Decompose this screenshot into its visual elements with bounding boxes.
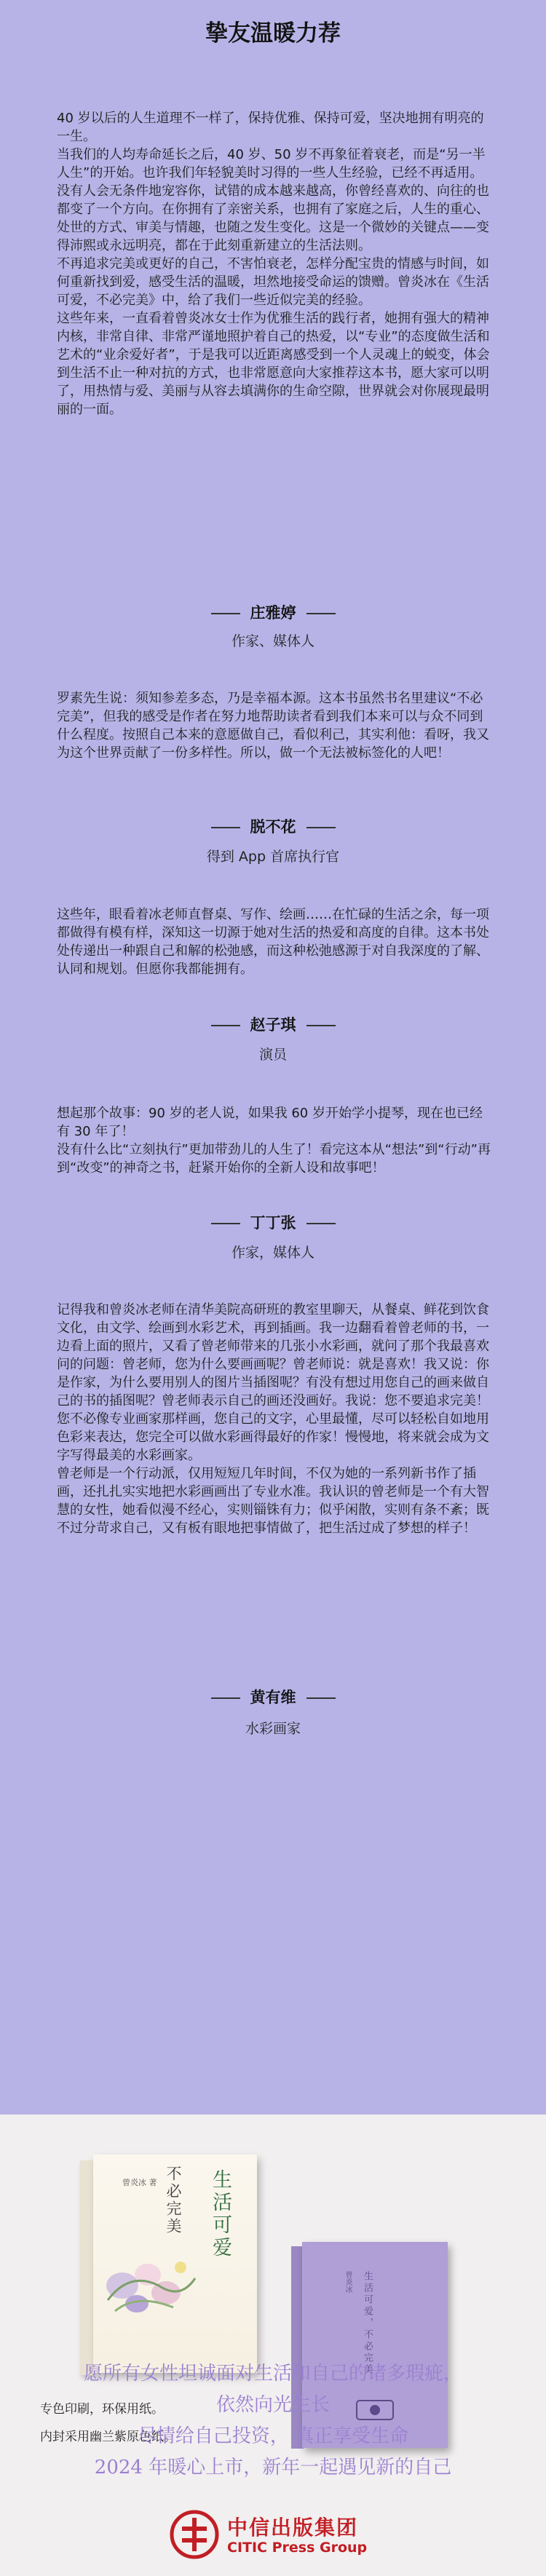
recommendation-paragraph: 不再追求完美或更好的自己，不害怕衰老，怎样分配宝贵的情感与时间，如何重新找到爱，感受生活的温暖，坦然地接受命运的馈赠。曾炎冰在《生活可爱，不必完美》中，给了我们一些近似完美的经验。	[57, 256, 489, 308]
slogan-line-4: 2024 年暖心上市，新年一起遇见新的自己	[94, 2457, 452, 2478]
recommendation-paragraph: 罗素先生说：须知参差多态，乃是幸福本源。这本书虽然书名里建议“不必完美”，但我的感受是作者在努力地帮助读者看到我们本来可以与众不同到什么程度。按照自己本来的意愿做自己，看似利己，其实利他：看呀，我又为这个世界贡献了一份多样性。所以，做一个无法被标签化的人吧！	[57, 691, 489, 761]
author-name: 黄有维	[201, 1689, 346, 1706]
book-left-title: 生活可爱	[209, 2169, 232, 2259]
recommendation-paragraph: 这些年，眼看着冰老师直督桌、写作、绘画……在忙碌的生活之余，每一项都做得有模有样，深知这一切源于她对生活的热爱和高度的自律。这本书处处传递出一种跟自己和解的松弛感，而这种松弛感源于对自我深度的了解、认同和规划。但愿你我都能拥有。	[57, 907, 489, 977]
author-row-3	[0, 1013, 546, 1035]
author-name: 脱不花	[201, 818, 346, 836]
recommendation-1	[57, 109, 494, 419]
author-row-5	[0, 1686, 546, 1708]
book-left-spine	[80, 2160, 95, 2375]
recommendation-paragraph: 这些年来，一直看着曾炎冰女士作为优雅生活的践行者，她拥有强大的精神内核，非常自律、非常严谨地照护着自己的热爱，以“专业”的态度做生活和艺术的“业余爱好者”，于是我可以近距离感受到一个人灵魂上的蜕变，体会到生活不止一种对抗的方式，也非常愿意向大家推荐这本书，愿大家可以明了，用热情与爱、美丽与从容去填满你的生命空隙，世界就会对你展现最明丽的一面。	[57, 311, 490, 417]
slogan-line-2: 依然向光生长	[215, 2394, 330, 2416]
author-role: 演员	[258, 1047, 287, 1063]
book-right-author: 曾炎冰	[344, 2271, 352, 2293]
author-role: 作家，媒体人	[231, 1245, 314, 1261]
recommendation-5	[57, 1301, 494, 1537]
recommendation-2	[57, 689, 494, 762]
book-left-author: 曾炎冰 著	[122, 2178, 157, 2187]
publisher-name-en: CITIC Press Group	[227, 2540, 368, 2556]
publisher-logo	[169, 2509, 387, 2560]
slogan-line-3: 尽情给自己投资， 真正享受生命	[137, 2425, 409, 2447]
recommendation-paragraph: 没有什么比“立刻执行”更加带劲儿的人生了！看完这本从“想法”到“行动”再到“改变”的神奇之书，赶紧开始你的全新人设和故事吧！	[57, 1142, 491, 1176]
book-cover-right	[302, 2242, 448, 2448]
page-title: 挚友温暖力荐	[205, 20, 341, 47]
book-right-title: 生活可爱，不必完美	[362, 2271, 373, 2376]
author-name: 赵子琪	[201, 1016, 346, 1034]
publisher-name-cn: 中信出版集团	[227, 2516, 359, 2540]
recommendation-paragraph: 想起那个故事：90 岁的老人说，如果我 60 岁开始学小提琴，现在也已经有 30 年了！	[57, 1106, 483, 1139]
author-row-1	[0, 601, 546, 623]
slogan-line-1: 愿所有女性坦诚面对生活和自己的诸多瑕疵，	[83, 2363, 462, 2385]
author-role: 水彩画家	[245, 1721, 301, 1737]
recommendation-paragraph: 40 岁以后的人生道理不一样了，保持优雅、保持可爱，坚决地拥有明亮的一生。	[57, 111, 484, 144]
book-cover-left	[93, 2155, 257, 2373]
recommendation-3	[57, 905, 494, 978]
author-name: 庄雅婷	[201, 604, 346, 622]
package-note: 专色印刷，环保用纸。	[40, 2402, 164, 2417]
floral-illustration-icon	[93, 2242, 202, 2322]
recommendation-paragraph: 曾老师是一个行动派，仅用短短几年时间，不仅为她的一系列新书作了插画，还扎扎实实地把水彩画画出了专业水准。我认识的曾老师是一个有大智慧的女性，她看似漫不经心，实则锱铢有力；似乎闲散，实则有条不紊；既不过分苛求自己，又有板有眼地把事情做了，把生活过成了梦想的样子！	[57, 1466, 489, 1536]
author-name: 丁丁张	[201, 1214, 346, 1232]
author-role: 得到 App 首席执行官	[206, 849, 340, 865]
citic-logo-icon	[169, 2509, 220, 2560]
author-row-2	[0, 815, 546, 837]
book-left-subtitle: 不必完美	[165, 2165, 182, 2235]
author-role: 作家、媒体人	[231, 633, 314, 649]
recommendation-paragraph: 没有人会无条件地宠容你，试错的成本越来越高，你曾经喜欢的、向往的也都变了一个方向。在你拥有了亲密关系，也拥有了家庭之后，人生的重心、处世的方式、审美与情趣，也随之发生变化。这是一个微妙的关键点——变得沛熙或永远明亮，都在于此刻重新建立的生活法则。	[57, 183, 489, 253]
package-note: 内封采用幽兰紫原色纸。	[40, 2430, 176, 2444]
author-row-4	[0, 1211, 546, 1233]
recommendation-paragraph: 当我们的人均寿命延长之后，40 岁、50 岁不再象征着衰老，而是“另一半人生”的开始。也许我们年轻貌美时习得的一些人生经验，已经不再适用。	[57, 147, 486, 181]
recommendation-4	[57, 1104, 494, 1177]
recommendation-paragraph: 记得我和曾炎冰老师在清华美院高研班的教室里聊天，从餐桌、鲜花到饮食文化，由文学、绘画到水彩艺术，再到插画。我一边翻看着曾老师的书，一边看上面的照片，又看了曾老师带来的几张小水彩画，就问了那个我最喜欢问的问题：曾老师，您为什么要画画呢？曾老师说：就是喜欢！我又说：你是作家，为什么要用别人的图片当插图呢？有没有想过用您自己的画来做自己的书的插图呢？曾老师表示自己的画还没画好。我说：您不要追求完美！您不必像专业画家那样画，您自己的文字，心里最懂，尽可以轻松自如地用色彩来表达，您完全可以做水彩画得最好的作家！慢慢地，将来就会成为文字写得最美的水彩画家。	[57, 1302, 489, 1463]
